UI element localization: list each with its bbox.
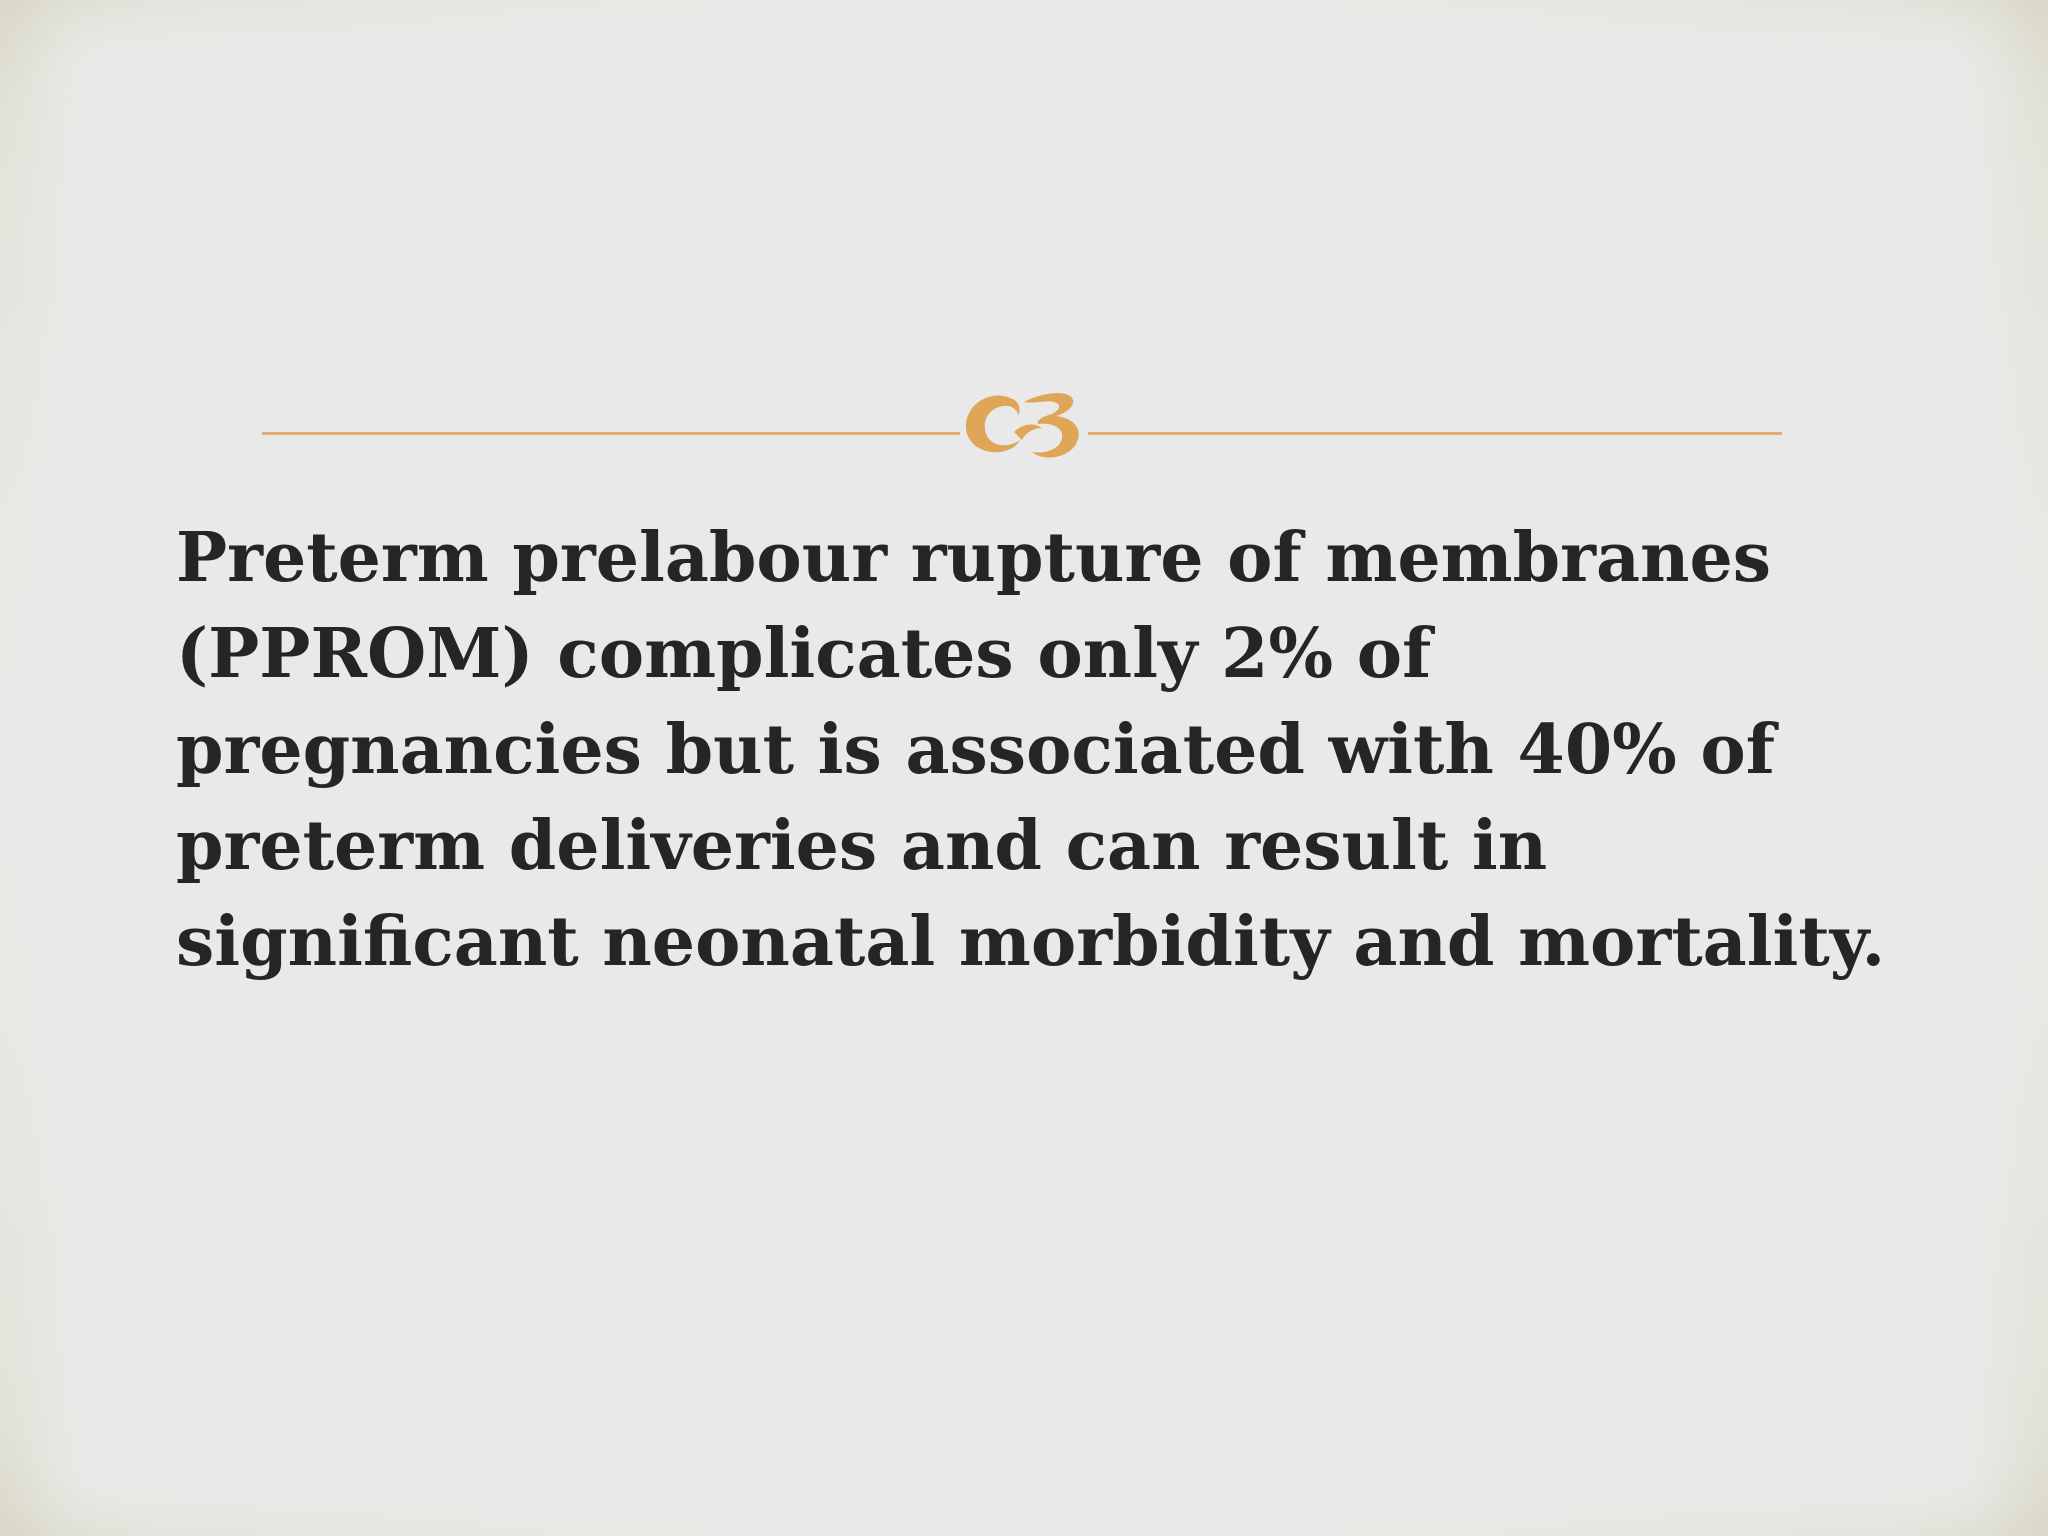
divider-line-left (262, 432, 960, 435)
divider-line-right (1088, 432, 1782, 435)
title-divider (262, 372, 1782, 472)
slide-body-text: Preterm prelabour rupture of membranes (PPROM) complicates only 2% of pregnancies but is associated with 40% of preterm deliveries and can result in significant neonatal morbidity and mortality. (176, 518, 1886, 982)
decorative-flourish-icon (952, 372, 1102, 472)
